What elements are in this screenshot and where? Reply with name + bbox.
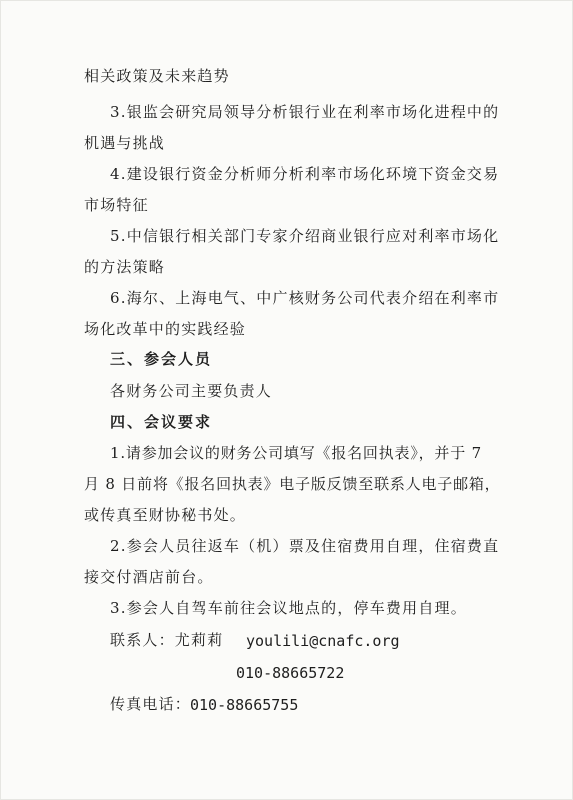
contact-email: youlili@cnafc.org — [246, 632, 400, 650]
requirement-item-1: 1.请参加会议的财务公司填写《报名回执表》，并于 7 — [110, 444, 482, 462]
fax-number: 010-88665755 — [190, 696, 299, 714]
section-heading-requirements: 四、会议要求 — [110, 413, 213, 431]
list-item-4: 4.建设银行资金分析师分析利率市场化环境下资金交易 — [110, 165, 500, 183]
text-line: 市场特征 — [84, 196, 149, 214]
requirement-item-3: 3.参会人自驾车前往会议地点的，停车费用自理。 — [110, 599, 467, 617]
text-line: 相关政策及未来趋势 — [84, 67, 230, 85]
text-line: 的方法策略 — [84, 258, 166, 276]
text-line: 场化改革中的实践经验 — [84, 320, 247, 338]
text-line: 接交付酒店前台。 — [84, 568, 214, 586]
attendees-text: 各财务公司主要负责人 — [110, 382, 273, 400]
fax-label: 传真电话： — [110, 695, 192, 713]
contact-person: 联系人：尤莉莉 — [110, 631, 224, 649]
list-item-6: 6.海尔、上海电气、中广核财务公司代表介绍在利率市 — [110, 289, 500, 307]
contact-phone: 010-88665722 — [236, 664, 345, 682]
text-line: 或传真至财协秘书处。 — [84, 506, 247, 524]
requirement-item-2: 2.参会人员往返车（机）票及住宿费用自理，住宿费直 — [110, 537, 500, 555]
text-line: 月 8 日前将《报名回执表》电子版反馈至联系人电子邮箱， — [84, 475, 501, 493]
text-line: 机遇与挑战 — [84, 134, 166, 152]
list-item-3: 3.银监会研究局领导分析银行业在利率市场化进程中的 — [110, 103, 500, 121]
list-item-5: 5.中信银行相关部门专家介绍商业银行应对利率市场化 — [110, 227, 500, 245]
section-heading-attendees: 三、参会人员 — [110, 350, 213, 368]
